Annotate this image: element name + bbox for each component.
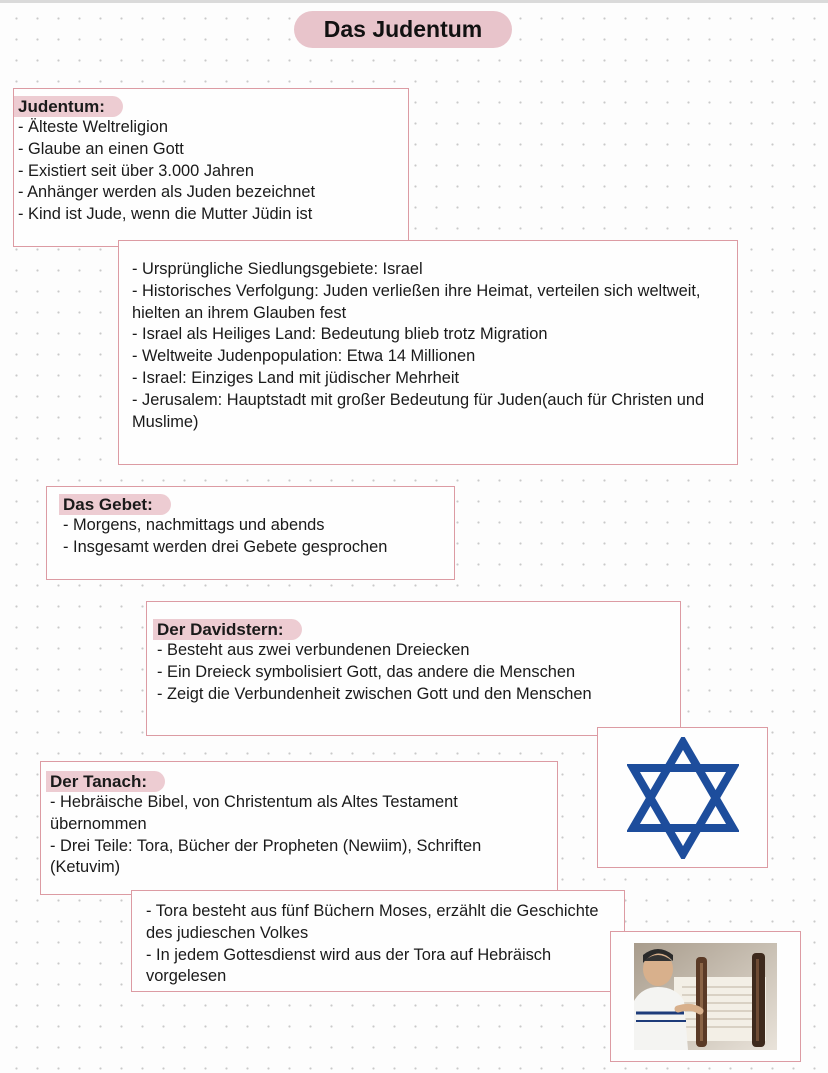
list-item: - Insgesamt werden drei Gebete gesprochen bbox=[63, 537, 388, 556]
israel-box bbox=[118, 240, 738, 465]
page-title bbox=[294, 11, 512, 48]
list-item: - Drei Teile: Tora, Bücher der Propheten (Newiim), Schriften (Ketuvim) bbox=[50, 836, 482, 877]
davidstern-box bbox=[146, 601, 681, 736]
list-item: - Israel: Einziges Land mit jüdischer Mehrheit bbox=[132, 368, 460, 387]
tanach-heading: Der Tanach: bbox=[46, 771, 165, 792]
list-item: - Älteste Weltreligion bbox=[18, 118, 169, 136]
star-of-david-icon bbox=[627, 737, 739, 859]
gebet-heading: Das Gebet: bbox=[59, 494, 171, 515]
tanach-box bbox=[40, 761, 558, 895]
list-item: - Besteht aus zwei verbundenen Dreiecken bbox=[157, 641, 470, 659]
list-item: - Anhänger werden als Juden bezeichnet bbox=[18, 183, 316, 202]
tanach-list bbox=[50, 792, 549, 879]
list-item: - Jerusalem: Hauptstadt mit großer Bedeutung für Juden(auch für Christen und Muslime) bbox=[132, 390, 705, 431]
list-item: - In jedem Gottesdienst wird aus der Tora auf Hebräisch vorgelesen bbox=[146, 945, 552, 986]
list-item: - Israel als Heiliges Land: Bedeutung blieb trotz Migration bbox=[132, 325, 548, 344]
list-item: - Ein Dreieck symbolisiert Gott, das andere die Menschen bbox=[157, 662, 576, 681]
list-item: - Glaube an einen Gott bbox=[18, 139, 184, 158]
tora-list bbox=[146, 901, 618, 988]
page-title-text: Das Judentum bbox=[323, 16, 483, 42]
davidstern-heading: Der Davidstern: bbox=[153, 619, 302, 640]
list-item: - Hebräische Bibel, von Christentum als Altes Testament übernommen bbox=[50, 793, 458, 833]
judentum-heading: Judentum: bbox=[14, 96, 123, 117]
tora-box bbox=[131, 890, 625, 992]
list-item: - Morgens, nachmittags und abends bbox=[63, 516, 325, 534]
gebet-box bbox=[46, 486, 455, 580]
list-item: - Weltweite Judenpopulation: Etwa 14 Millionen bbox=[132, 347, 476, 366]
list-item: - Zeigt die Verbundenheit zwischen Gott und den Menschen bbox=[157, 684, 592, 703]
list-item: - Kind ist Jude, wenn die Mutter Jüdin ist bbox=[18, 205, 313, 224]
list-item: - Tora besteht aus fünf Büchern Moses, erzählt die Geschichte des judieschen Volkes bbox=[146, 902, 599, 942]
star-image-box bbox=[597, 727, 768, 868]
top-divider bbox=[0, 0, 828, 3]
list-item: - Existiert seit über 3.000 Jahren bbox=[18, 161, 254, 180]
list-item: - Ursprüngliche Siedlungsgebiete: Israel bbox=[132, 260, 423, 278]
torah-reading-photo bbox=[634, 943, 777, 1050]
torah-photo-box bbox=[610, 931, 801, 1062]
israel-list bbox=[132, 259, 723, 433]
gebet-list bbox=[63, 515, 446, 559]
judentum-box bbox=[13, 88, 409, 247]
davidstern-list bbox=[157, 640, 672, 705]
judentum-list bbox=[18, 117, 408, 226]
list-item: - Historisches Verfolgung: Juden verließen ihre Heimat, verteilen sich weltweit, hielten an ihrem Glauben fest bbox=[132, 281, 701, 322]
